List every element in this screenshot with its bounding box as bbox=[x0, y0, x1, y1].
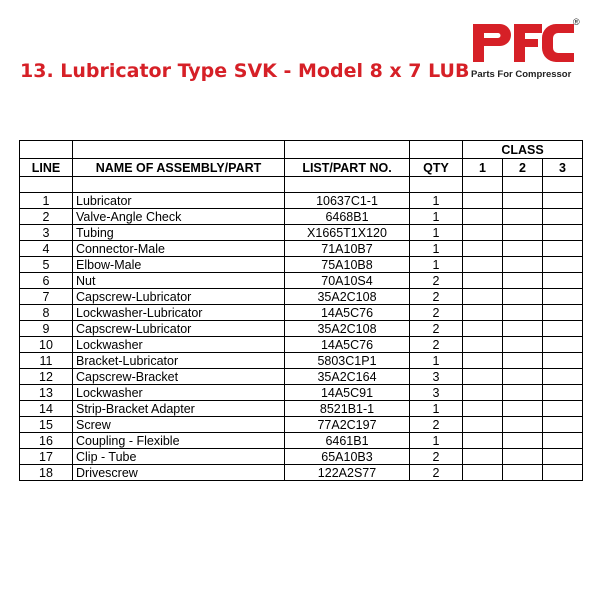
row-qty: 3 bbox=[410, 369, 463, 385]
table-row bbox=[20, 241, 583, 257]
row-name: Nut bbox=[73, 273, 285, 289]
row-name: Bracket-Lubricator bbox=[73, 353, 285, 369]
row-class-1 bbox=[463, 193, 503, 209]
parts-rows bbox=[20, 193, 583, 481]
col-header-line: LINE bbox=[20, 159, 73, 177]
row-name: Lockwasher bbox=[73, 337, 285, 353]
row-class-1 bbox=[463, 321, 503, 337]
row-line: 6 bbox=[20, 273, 73, 289]
row-qty: 2 bbox=[410, 465, 463, 481]
row-part-no: 14A5C91 bbox=[285, 385, 410, 401]
row-line: 4 bbox=[20, 241, 73, 257]
row-class-1 bbox=[463, 385, 503, 401]
row-class-2 bbox=[503, 273, 543, 289]
row-line: 10 bbox=[20, 337, 73, 353]
row-name: Capscrew-Lubricator bbox=[73, 289, 285, 305]
row-part-no: 5803C1P1 bbox=[285, 353, 410, 369]
row-qty: 1 bbox=[410, 257, 463, 273]
row-class-3 bbox=[543, 449, 583, 465]
row-name: Valve-Angle Check bbox=[73, 209, 285, 225]
row-qty: 2 bbox=[410, 289, 463, 305]
row-line: 14 bbox=[20, 401, 73, 417]
row-qty: 1 bbox=[410, 209, 463, 225]
row-qty: 2 bbox=[410, 305, 463, 321]
table-row bbox=[20, 273, 583, 289]
table-row bbox=[20, 257, 583, 273]
row-part-no: 35A2C164 bbox=[285, 369, 410, 385]
row-class-2 bbox=[503, 241, 543, 257]
column-header-row bbox=[20, 159, 583, 177]
row-class-3 bbox=[543, 257, 583, 273]
row-name: Capscrew-Bracket bbox=[73, 369, 285, 385]
table-row bbox=[20, 225, 583, 241]
row-class-3 bbox=[543, 337, 583, 353]
row-qty: 1 bbox=[410, 401, 463, 417]
row-line: 17 bbox=[20, 449, 73, 465]
row-line: 9 bbox=[20, 321, 73, 337]
row-part-no: 70A10S4 bbox=[285, 273, 410, 289]
row-part-no: 122A2S77 bbox=[285, 465, 410, 481]
row-class-3 bbox=[543, 241, 583, 257]
row-class-3 bbox=[543, 465, 583, 481]
row-class-3 bbox=[543, 385, 583, 401]
table-row bbox=[20, 321, 583, 337]
parts-table bbox=[19, 140, 583, 481]
row-qty: 2 bbox=[410, 417, 463, 433]
row-name: Elbow-Male bbox=[73, 257, 285, 273]
row-class-3 bbox=[543, 401, 583, 417]
row-name: Screw bbox=[73, 417, 285, 433]
row-class-2 bbox=[503, 369, 543, 385]
row-class-3 bbox=[543, 289, 583, 305]
row-class-2 bbox=[503, 385, 543, 401]
row-class-1 bbox=[463, 241, 503, 257]
row-class-1 bbox=[463, 401, 503, 417]
col-header-list: LIST/PART NO. bbox=[285, 159, 410, 177]
table-row bbox=[20, 353, 583, 369]
row-class-1 bbox=[463, 209, 503, 225]
row-part-no: 6461B1 bbox=[285, 433, 410, 449]
row-line: 1 bbox=[20, 193, 73, 209]
row-class-2 bbox=[503, 209, 543, 225]
page-title: 13. Lubricator Type SVK - Model 8 x 7 LUB bbox=[20, 60, 470, 82]
row-class-3 bbox=[543, 353, 583, 369]
table-row bbox=[20, 305, 583, 321]
row-line: 13 bbox=[20, 385, 73, 401]
table-row bbox=[20, 449, 583, 465]
row-class-2 bbox=[503, 433, 543, 449]
row-line: 12 bbox=[20, 369, 73, 385]
row-class-2 bbox=[503, 353, 543, 369]
row-line: 18 bbox=[20, 465, 73, 481]
row-class-1 bbox=[463, 289, 503, 305]
table-row bbox=[20, 465, 583, 481]
row-class-3 bbox=[543, 209, 583, 225]
row-name: Drivescrew bbox=[73, 465, 285, 481]
row-name: Clip - Tube bbox=[73, 449, 285, 465]
col-header-name: NAME OF ASSEMBLY/PART bbox=[73, 159, 285, 177]
row-class-3 bbox=[543, 273, 583, 289]
row-class-3 bbox=[543, 321, 583, 337]
class-header: CLASS bbox=[463, 141, 583, 159]
table-row bbox=[20, 209, 583, 225]
row-class-2 bbox=[503, 401, 543, 417]
row-class-2 bbox=[503, 289, 543, 305]
row-class-2 bbox=[503, 225, 543, 241]
row-line: 2 bbox=[20, 209, 73, 225]
row-part-no: 77A2C197 bbox=[285, 417, 410, 433]
row-class-2 bbox=[503, 257, 543, 273]
class-header-row bbox=[20, 141, 583, 159]
row-qty: 1 bbox=[410, 433, 463, 449]
row-class-3 bbox=[543, 305, 583, 321]
row-part-no: 14A5C76 bbox=[285, 305, 410, 321]
row-qty: 1 bbox=[410, 353, 463, 369]
logo-tagline: Parts For Compressor bbox=[471, 69, 572, 80]
row-qty: 1 bbox=[410, 193, 463, 209]
row-line: 3 bbox=[20, 225, 73, 241]
row-part-no: 6468B1 bbox=[285, 209, 410, 225]
row-class-3 bbox=[543, 193, 583, 209]
col-header-class-1: 1 bbox=[463, 159, 503, 177]
table-row bbox=[20, 193, 583, 209]
row-name: Lockwasher-Lubricator bbox=[73, 305, 285, 321]
row-class-1 bbox=[463, 417, 503, 433]
row-qty: 1 bbox=[410, 241, 463, 257]
row-class-2 bbox=[503, 449, 543, 465]
row-class-2 bbox=[503, 465, 543, 481]
row-line: 5 bbox=[20, 257, 73, 273]
row-qty: 2 bbox=[410, 449, 463, 465]
row-class-1 bbox=[463, 449, 503, 465]
registered-mark: ® bbox=[573, 17, 580, 27]
row-class-1 bbox=[463, 273, 503, 289]
row-qty: 2 bbox=[410, 321, 463, 337]
row-line: 11 bbox=[20, 353, 73, 369]
col-header-class-3: 3 bbox=[543, 159, 583, 177]
pfc-logo-mark bbox=[470, 18, 585, 70]
row-class-3 bbox=[543, 417, 583, 433]
row-line: 16 bbox=[20, 433, 73, 449]
row-name: Lubricator bbox=[73, 193, 285, 209]
row-class-2 bbox=[503, 305, 543, 321]
row-class-1 bbox=[463, 433, 503, 449]
table-row bbox=[20, 433, 583, 449]
table-row bbox=[20, 385, 583, 401]
row-class-2 bbox=[503, 417, 543, 433]
row-line: 8 bbox=[20, 305, 73, 321]
row-qty: 2 bbox=[410, 273, 463, 289]
row-part-no: 8521B1-1 bbox=[285, 401, 410, 417]
row-qty: 3 bbox=[410, 385, 463, 401]
row-qty: 2 bbox=[410, 337, 463, 353]
row-line: 7 bbox=[20, 289, 73, 305]
row-class-1 bbox=[463, 305, 503, 321]
row-class-1 bbox=[463, 257, 503, 273]
col-header-class-2: 2 bbox=[503, 159, 543, 177]
table-row bbox=[20, 289, 583, 305]
col-header-qty: QTY bbox=[410, 159, 463, 177]
row-class-3 bbox=[543, 369, 583, 385]
row-name: Coupling - Flexible bbox=[73, 433, 285, 449]
row-part-no: 14A5C76 bbox=[285, 337, 410, 353]
row-class-1 bbox=[463, 369, 503, 385]
row-name: Connector-Male bbox=[73, 241, 285, 257]
row-line: 15 bbox=[20, 417, 73, 433]
row-class-1 bbox=[463, 337, 503, 353]
row-class-1 bbox=[463, 225, 503, 241]
row-name: Tubing bbox=[73, 225, 285, 241]
row-part-no: 35A2C108 bbox=[285, 321, 410, 337]
row-part-no: 71A10B7 bbox=[285, 241, 410, 257]
table-row bbox=[20, 369, 583, 385]
row-name: Capscrew-Lubricator bbox=[73, 321, 285, 337]
row-class-1 bbox=[463, 353, 503, 369]
table-row bbox=[20, 417, 583, 433]
row-part-no: 10637C1-1 bbox=[285, 193, 410, 209]
row-class-3 bbox=[543, 225, 583, 241]
row-class-3 bbox=[543, 433, 583, 449]
row-name: Lockwasher bbox=[73, 385, 285, 401]
row-name: Strip-Bracket Adapter bbox=[73, 401, 285, 417]
table-row bbox=[20, 337, 583, 353]
row-qty: 1 bbox=[410, 225, 463, 241]
row-class-2 bbox=[503, 321, 543, 337]
row-part-no: 75A10B8 bbox=[285, 257, 410, 273]
row-part-no: 35A2C108 bbox=[285, 289, 410, 305]
row-class-1 bbox=[463, 465, 503, 481]
table-row bbox=[20, 401, 583, 417]
row-part-no: X1665T1X120 bbox=[285, 225, 410, 241]
row-class-2 bbox=[503, 193, 543, 209]
spacer-row bbox=[20, 177, 583, 193]
row-class-2 bbox=[503, 337, 543, 353]
row-part-no: 65A10B3 bbox=[285, 449, 410, 465]
